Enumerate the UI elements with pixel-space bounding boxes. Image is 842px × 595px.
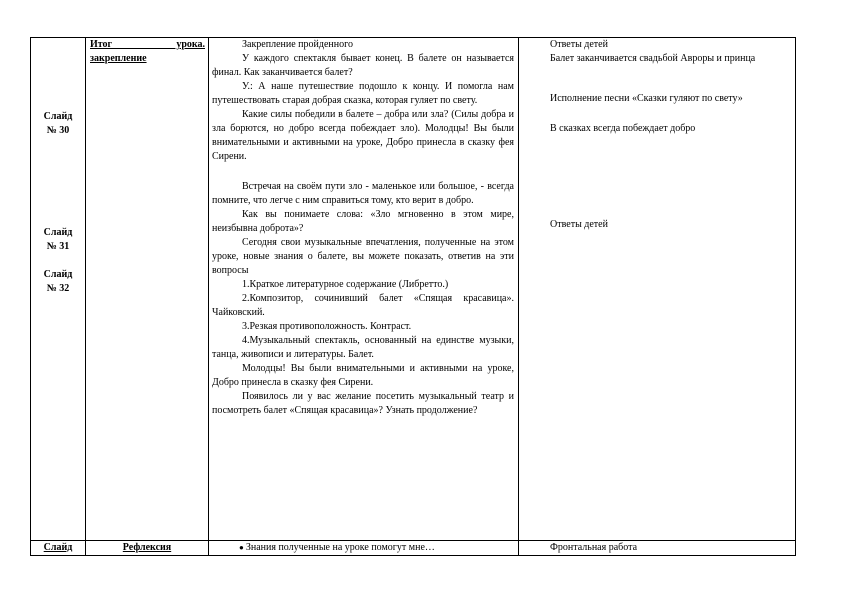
teacher-text: Встречая на своём пути зло - маленькое или большое, - всегда помните, что легче с ним справиться тому, кто верит в добро. <box>212 181 514 206</box>
teacher-activity-cell <box>209 38 519 541</box>
slide-32-label: Слайд № 32 <box>43 269 73 294</box>
teacher-text: 4.Музыкальный спектакль, основанный на единстве музыки, танца, живописи и литературы. Балет. <box>212 335 514 360</box>
teacher-text: Молодцы! Вы были внимательными и активными на уроке, Добро принесла в сказку фея Сирени. <box>212 363 514 388</box>
slide-cell: Слайд <box>31 541 86 556</box>
bullet-icon: ● <box>239 543 244 552</box>
children-activity-cell <box>519 38 796 541</box>
teacher-text: Появилось ли у вас желание посетить музыкальный театр и посмотреть балет «Спящая красавица»? Узнать продолжение? <box>212 391 514 416</box>
slide-31-label: Слайд № 31 <box>43 227 73 252</box>
teacher-text: Сегодня свои музыкальные впечатления, полученные на этом уроке, новые знания о балете, вы можете показать, ответив на эти вопросы <box>212 237 514 276</box>
teacher-text: Знания полученные на уроке помогут мне… <box>245 542 435 553</box>
stage-reflection: Рефлексия <box>86 541 209 556</box>
children-text: Балет заканчивается свадьбой Авроры и принца <box>550 53 756 64</box>
teacher-text: Как вы понимаете слова: «Зло мгновенно в этом мире, неизбывна доброта»? <box>212 209 514 234</box>
children-activity-cell <box>519 541 796 556</box>
teacher-text: У.: А наше путешествие подошло к концу. И помогла нам путешествовать старая добрая сказка, которая гуляет по свету. <box>212 81 514 106</box>
children-text: Ответы детей <box>550 39 608 50</box>
table-row <box>31 541 796 556</box>
teacher-activity-cell <box>209 541 519 556</box>
teacher-text: У каждого спектакля бывает конец. В балете он называется финал. Как заканчивается балет? <box>212 53 514 78</box>
children-text: Фронтальная работа <box>550 542 638 553</box>
slide-30-label: Слайд № 30 <box>43 111 73 136</box>
children-text: В сказках всегда побеждает добро <box>550 123 696 134</box>
teacher-text: 3.Резкая противоположность. Контраст. <box>242 321 412 332</box>
teacher-text: 2.Композитор, сочинивший балет «Спящая красавица». Чайковский. <box>212 293 514 318</box>
teacher-text: Какие силы победили в балете – добра или зла? (Силы добра и зла борются, но добро всегда побеждает зло). Молодцы! Вы были внимательными и активными на уроке, Добро принесла в сказку фея Сирени. <box>212 109 514 162</box>
teacher-text: 1.Краткое литературное содержание (Либретто.) <box>242 279 449 290</box>
teacher-text: Закрепление пройденного <box>242 39 353 50</box>
stage-title: Итог урока. закрепление <box>90 39 205 64</box>
children-text: Ответы детей <box>550 219 608 230</box>
table-row <box>31 38 796 541</box>
lesson-plan-table <box>30 37 796 556</box>
slide-cell <box>31 38 86 541</box>
stage-cell <box>86 38 209 541</box>
children-text: Исполнение песни «Сказки гуляют по свету» <box>550 93 743 104</box>
